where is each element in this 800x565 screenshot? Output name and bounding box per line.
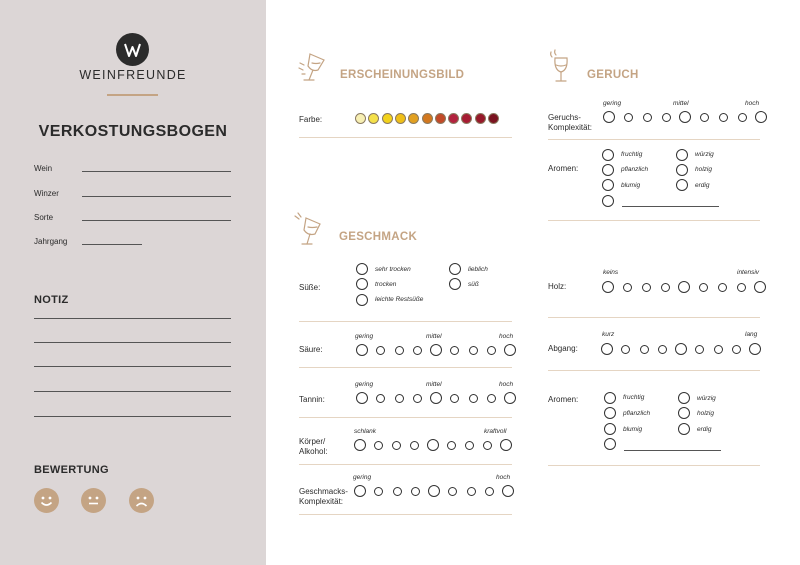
saeure-label: Säure: (299, 345, 323, 354)
wine-glass-icon (546, 48, 576, 86)
scale-label: kurz (602, 331, 615, 338)
option-label: sehr trocken (375, 266, 411, 273)
option-label: erdig (695, 182, 710, 189)
geschmacks-komplexitaet-label: Geschmacks- Komplexität: (299, 487, 348, 506)
separator (548, 317, 760, 318)
option-label: pflanzlich (623, 410, 651, 417)
farbe-swatch[interactable] (435, 113, 446, 124)
farbe-swatch[interactable] (475, 113, 486, 124)
scale-circle[interactable] (661, 283, 670, 292)
option-circle-other[interactable] (602, 195, 614, 207)
scale-circle[interactable] (662, 113, 671, 122)
notiz-heading: NOTIZ (34, 294, 69, 306)
option-label: süß (468, 281, 479, 288)
scale-label: hoch (745, 100, 760, 107)
separator (299, 321, 512, 322)
scale-circle[interactable] (640, 345, 649, 354)
scale-circle[interactable] (410, 441, 419, 450)
scale-circle[interactable] (376, 346, 385, 355)
option-circle[interactable] (356, 278, 368, 290)
option-circle[interactable] (678, 423, 690, 435)
separator (299, 137, 512, 138)
scale-circle[interactable] (356, 392, 368, 404)
abgang-label: Abgang: (548, 344, 578, 353)
scale-circle[interactable] (465, 441, 474, 450)
field-label-jahrgang: Jahrgang (34, 237, 68, 246)
field-label-winzer: Winzer (34, 189, 59, 198)
sidebar (0, 0, 266, 565)
other-aroma-line[interactable] (622, 206, 719, 207)
option-circle[interactable] (678, 392, 690, 404)
scale-label: mittel (673, 100, 689, 107)
option-circle[interactable] (449, 263, 461, 275)
tannin-label: Tannin: (299, 395, 325, 404)
field-label-sorte: Sorte (34, 213, 54, 222)
scale-label: hoch (499, 381, 514, 388)
scale-circle[interactable] (469, 394, 478, 403)
farbe-swatch[interactable] (382, 113, 393, 124)
option-circle[interactable] (676, 149, 688, 161)
scale-circle[interactable] (700, 113, 709, 122)
scale-circle[interactable] (430, 392, 442, 404)
wine-glass-tilted-icon (293, 210, 329, 252)
scale-circle[interactable] (413, 394, 422, 403)
scale-label: hoch (496, 474, 511, 481)
option-label: lieblich (468, 266, 488, 273)
option-label: trocken (375, 281, 397, 288)
scale-circle[interactable] (504, 344, 516, 356)
scale-label: keins (603, 269, 619, 276)
scale-circle[interactable] (502, 485, 514, 497)
scale-circle[interactable] (450, 346, 459, 355)
option-label: leichte Restsüße (375, 296, 424, 303)
field-line-winzer[interactable] (82, 196, 231, 197)
scale-circle[interactable] (737, 283, 746, 292)
scale-circle[interactable] (601, 343, 613, 355)
scale-circle[interactable] (755, 111, 767, 123)
separator (299, 514, 512, 515)
scale-circle[interactable] (718, 283, 727, 292)
page-title: VERKOSTUNGSBOGEN (38, 123, 228, 140)
separator (299, 417, 512, 418)
option-circle[interactable] (676, 164, 688, 176)
scale-circle[interactable] (392, 441, 401, 450)
scale-label: intensiv (737, 269, 760, 276)
farbe-swatch[interactable] (488, 113, 499, 124)
option-circle[interactable] (602, 149, 614, 161)
scale-label: lang (745, 331, 758, 338)
scale-circle[interactable] (485, 487, 494, 496)
option-label: holzig (697, 410, 714, 417)
scale-label: kraftvoll (484, 428, 507, 435)
scale-label: gering (603, 100, 622, 107)
scale-circle[interactable] (374, 441, 383, 450)
scale-circle[interactable] (695, 345, 704, 354)
option-circle[interactable] (449, 278, 461, 290)
scale-circle[interactable] (621, 345, 630, 354)
scale-circle[interactable] (374, 487, 383, 496)
option-circle[interactable] (604, 392, 616, 404)
scale-circle[interactable] (738, 113, 747, 122)
scale-label: gering (353, 474, 372, 481)
holz-label: Holz: (548, 282, 567, 291)
option-circle[interactable] (678, 407, 690, 419)
scale-circle[interactable] (447, 441, 456, 450)
scale-circle[interactable] (504, 392, 516, 404)
bewertung-heading: BEWERTUNG (34, 464, 109, 476)
option-label: erdig (697, 426, 712, 433)
notiz-line[interactable] (34, 416, 231, 417)
scale-circle[interactable] (602, 281, 614, 293)
option-circle[interactable] (602, 179, 614, 191)
option-circle[interactable] (602, 164, 614, 176)
separator (548, 370, 760, 371)
farbe-swatch[interactable] (395, 113, 406, 124)
scale-circle[interactable] (395, 394, 404, 403)
scale-circle[interactable] (469, 346, 478, 355)
field-line-jahrgang[interactable] (82, 244, 142, 245)
geschmack-heading: GESCHMACK (339, 231, 418, 243)
weinfreunde-logo-icon (116, 33, 149, 66)
scale-circle[interactable] (427, 439, 439, 451)
scale-circle[interactable] (354, 439, 366, 451)
scale-circle[interactable] (395, 346, 404, 355)
scale-circle[interactable] (749, 343, 761, 355)
field-line-sorte[interactable] (82, 220, 231, 221)
scale-circle[interactable] (413, 346, 422, 355)
scale-circle[interactable] (411, 487, 420, 496)
scale-circle[interactable] (603, 111, 615, 123)
scale-label: mittel (426, 381, 442, 388)
option-circle[interactable] (356, 263, 368, 275)
scale-circle[interactable] (487, 346, 496, 355)
scale-circle[interactable] (448, 487, 457, 496)
scale-circle[interactable] (623, 283, 632, 292)
option-label: fruchtig (623, 394, 645, 401)
option-label: blumig (623, 426, 643, 433)
scale-circle[interactable] (376, 394, 385, 403)
option-circle[interactable] (676, 179, 688, 191)
separator (548, 465, 760, 466)
scale-circle[interactable] (500, 439, 512, 451)
farbe-swatch[interactable] (422, 113, 433, 124)
geschmack-aromen-label: Aromen: (548, 395, 579, 404)
separator (299, 464, 512, 465)
geruchs-komplexitaet-label: Geruchs- Komplexität: (548, 113, 593, 132)
option-label: würzig (697, 395, 716, 402)
smiley-neutral-icon[interactable] (81, 488, 106, 513)
scale-circle[interactable] (467, 487, 476, 496)
brand-name: WEINFREUNDE (79, 68, 187, 82)
field-label-wein: Wein (34, 164, 53, 173)
scale-circle[interactable] (679, 111, 691, 123)
option-label: pflanzlich (621, 166, 649, 173)
separator (548, 139, 760, 140)
scale-circle[interactable] (699, 283, 708, 292)
erscheinungsbild-heading: ERSCHEINUNGSBILD (340, 69, 465, 81)
scale-label: mittel (426, 333, 442, 340)
scale-circle[interactable] (487, 394, 496, 403)
scale-circle[interactable] (483, 441, 492, 450)
smiley-happy-icon[interactable] (34, 488, 59, 513)
notiz-line[interactable] (34, 318, 231, 319)
brand-divider (107, 94, 158, 96)
scale-circle[interactable] (643, 113, 652, 122)
scale-circle[interactable] (658, 345, 667, 354)
scale-circle[interactable] (732, 345, 741, 354)
option-label: würzig (695, 151, 714, 158)
scale-circle[interactable] (393, 487, 402, 496)
scale-circle[interactable] (450, 394, 459, 403)
option-circle[interactable] (356, 294, 368, 306)
notiz-line[interactable] (34, 342, 231, 343)
scale-circle[interactable] (624, 113, 633, 122)
scale-circle[interactable] (354, 485, 366, 497)
scale-label: schlank (354, 428, 377, 435)
option-label: fruchtig (621, 151, 643, 158)
scale-circle[interactable] (642, 283, 651, 292)
geruch-aromen-label: Aromen: (548, 164, 579, 173)
scale-circle[interactable] (719, 113, 728, 122)
scale-label: gering (355, 381, 374, 388)
scale-circle[interactable] (356, 344, 368, 356)
other-aroma-line[interactable] (624, 450, 721, 451)
scale-label: gering (355, 333, 374, 340)
scale-circle[interactable] (675, 343, 687, 355)
scale-circle[interactable] (428, 485, 440, 497)
option-circle-other[interactable] (604, 438, 616, 450)
separator (299, 367, 512, 368)
geruch-heading: GERUCH (587, 69, 639, 81)
farbe-swatch[interactable] (355, 113, 366, 124)
notiz-line[interactable] (34, 366, 231, 367)
separator (548, 220, 760, 221)
field-line-wein[interactable] (82, 171, 231, 172)
smiley-sad-icon[interactable] (129, 488, 154, 513)
notiz-line[interactable] (34, 391, 231, 392)
scale-label: hoch (499, 333, 514, 340)
option-circle[interactable] (604, 423, 616, 435)
wine-glass-tilted-icon (296, 50, 330, 86)
option-label: blumig (621, 182, 641, 189)
option-circle[interactable] (604, 407, 616, 419)
farbe-label: Farbe: (299, 115, 323, 124)
option-label: holzig (695, 166, 712, 173)
scale-circle[interactable] (430, 344, 442, 356)
suesse-label: Süße: (299, 283, 321, 292)
koerper-label: Körper/ Alkohol: (299, 437, 328, 456)
scale-circle[interactable] (754, 281, 766, 293)
scale-circle[interactable] (714, 345, 723, 354)
scale-circle[interactable] (678, 281, 690, 293)
